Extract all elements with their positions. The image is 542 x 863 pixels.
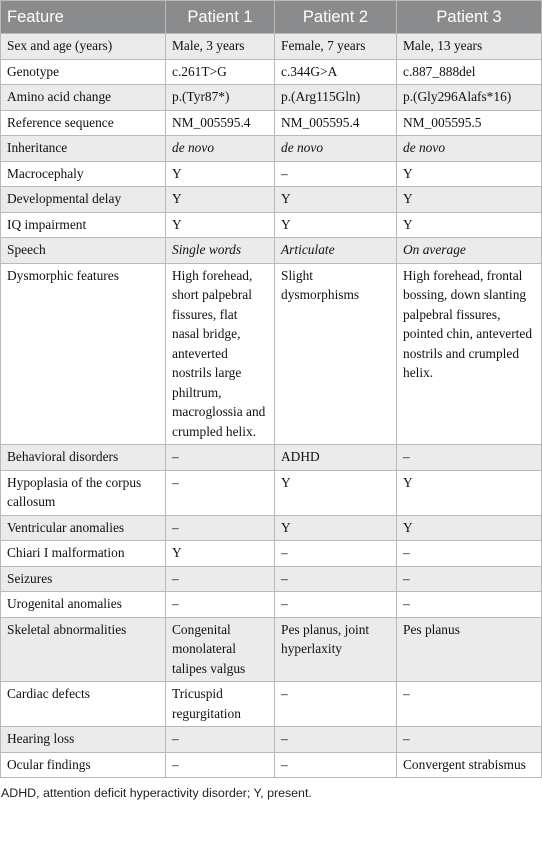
patient-2-cell: – [275,592,397,618]
table-row [1,136,542,162]
feature-cell: IQ impairment [1,212,166,238]
feature-cell: Reference sequence [1,110,166,136]
patient-1-cell: Male, 3 years [166,34,275,60]
patient-3-cell: – [397,727,542,753]
feature-cell: Genotype [1,59,166,85]
feature-cell: Ventricular anomalies [1,515,166,541]
patient-1-cell: – [166,592,275,618]
patient-2-cell: – [275,566,397,592]
feature-cell: Cardiac defects [1,682,166,727]
patient-1-cell: Single words [166,238,275,264]
patient-2-cell: c.344G>A [275,59,397,85]
table-row [1,592,542,618]
feature-cell: Macrocephaly [1,161,166,187]
feature-cell: Amino acid change [1,85,166,111]
table-row [1,187,542,213]
patient-2-cell: – [275,161,397,187]
patient-1-cell: Y [166,212,275,238]
table-row [1,85,542,111]
patient-3-cell: High forehead, frontal bossing, down slanting palpebral fissures, pointed chin, anteverted nostrils and crumpled helix. [397,263,542,445]
patient-2-cell: – [275,727,397,753]
patient-2-cell: – [275,752,397,778]
table-row [1,617,542,682]
patient-2-cell: Slight dysmorphisms [275,263,397,445]
patient-2-cell: – [275,541,397,567]
table-row [1,727,542,753]
table-body [1,34,542,778]
table-row [1,470,542,515]
table-row [1,110,542,136]
table-row [1,515,542,541]
column-header-patient-2: Patient 2 [275,1,397,34]
patient-2-cell: Pes planus, joint hyperlaxity [275,617,397,682]
feature-cell: Ocular findings [1,752,166,778]
patient-1-cell: NM_005595.4 [166,110,275,136]
patient-3-cell: Y [397,212,542,238]
patient-2-cell: – [275,682,397,727]
patient-1-cell: Tricuspid regurgitation [166,682,275,727]
feature-cell: Hearing loss [1,727,166,753]
table-row [1,445,542,471]
patient-3-cell: – [397,541,542,567]
patient-3-cell: de novo [397,136,542,162]
table-row [1,752,542,778]
column-header-patient-1: Patient 1 [166,1,275,34]
patient-1-cell: – [166,515,275,541]
table-row [1,566,542,592]
table-row [1,238,542,264]
patient-1-cell: c.261T>G [166,59,275,85]
table-row [1,34,542,60]
table-row [1,263,542,445]
table-footnote: ADHD, attention deficit hyperactivity disorder; Y, present. [1,786,312,800]
patient-2-cell: Y [275,212,397,238]
patient-1-cell: High forehead, short palpebral fissures, flat nasal bridge, anteverted nostrils large philtrum, macroglossia and crumpled helix. [166,263,275,445]
patient-1-cell: – [166,470,275,515]
feature-cell: Behavioral disorders [1,445,166,471]
patient-3-cell: Male, 13 years [397,34,542,60]
feature-cell: Sex and age (years) [1,34,166,60]
patient-1-cell: – [166,566,275,592]
patient-1-cell: Y [166,161,275,187]
table-row [1,212,542,238]
patient-2-cell: Y [275,515,397,541]
feature-cell: Chiari I malformation [1,541,166,567]
patient-3-cell: Y [397,161,542,187]
feature-cell: Skeletal abnormalities [1,617,166,682]
feature-cell: Hypoplasia of the corpus callosum [1,470,166,515]
feature-cell: Speech [1,238,166,264]
patient-3-cell: Convergent strabismus [397,752,542,778]
patient-2-cell: Female, 7 years [275,34,397,60]
patient-1-cell: p.(Tyr87*) [166,85,275,111]
patient-1-cell: – [166,752,275,778]
patient-2-cell: Y [275,470,397,515]
feature-cell: Dysmorphic features [1,263,166,445]
patient-2-cell: ADHD [275,445,397,471]
table-row [1,161,542,187]
patient-1-cell: Y [166,541,275,567]
patient-3-cell: Y [397,470,542,515]
patient-3-cell: – [397,592,542,618]
table-row [1,541,542,567]
patient-2-cell: Articulate [275,238,397,264]
feature-cell: Inheritance [1,136,166,162]
patient-2-cell: Y [275,187,397,213]
patient-3-cell: Pes planus [397,617,542,682]
header-row [1,1,542,34]
column-header-feature: Feature [1,1,166,34]
patient-1-cell: – [166,445,275,471]
patient-2-cell: de novo [275,136,397,162]
patient-3-cell: – [397,682,542,727]
patient-3-cell: – [397,566,542,592]
patient-1-cell: Y [166,187,275,213]
patient-1-cell: de novo [166,136,275,162]
patient-3-cell: p.(Gly296Alafs*16) [397,85,542,111]
column-header-patient-3: Patient 3 [397,1,542,34]
patient-3-cell: c.887_888del [397,59,542,85]
feature-cell: Developmental delay [1,187,166,213]
table-row [1,682,542,727]
patient-3-cell: – [397,445,542,471]
feature-cell: Seizures [1,566,166,592]
patient-3-cell: NM_005595.5 [397,110,542,136]
patient-3-cell: Y [397,515,542,541]
patient-1-cell: Congenital monolateral talipes valgus [166,617,275,682]
patient-3-cell: Y [397,187,542,213]
patient-2-cell: NM_005595.4 [275,110,397,136]
table-row [1,59,542,85]
patient-3-cell: On average [397,238,542,264]
feature-cell: Urogenital anomalies [1,592,166,618]
patient-2-cell: p.(Arg115Gln) [275,85,397,111]
patient-1-cell: – [166,727,275,753]
